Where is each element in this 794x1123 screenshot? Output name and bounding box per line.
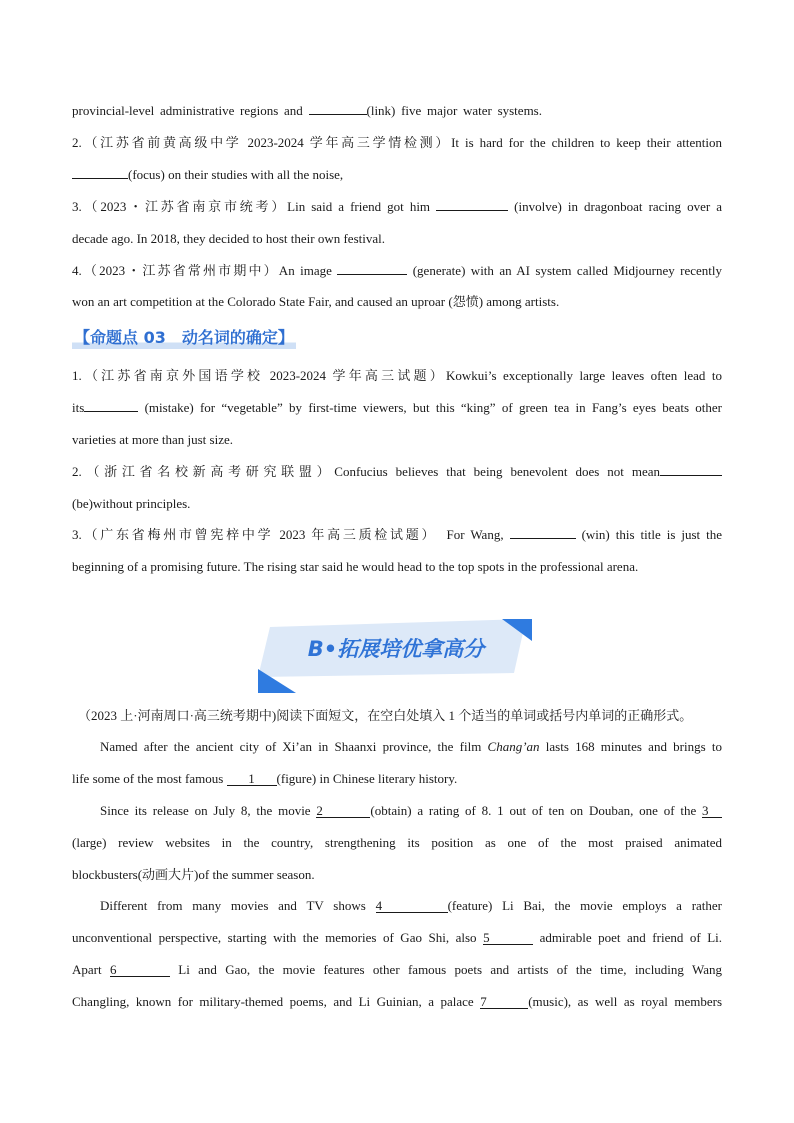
question-line <box>72 527 722 543</box>
text-span: unconventional perspective, starting with the memories of Gao Shi, also <box>72 930 477 945</box>
passage-line: blockbusters(动画大片)of the summer season. <box>72 867 315 882</box>
answer-blank <box>510 538 576 539</box>
text-span: Named after the ancient city of Xi’an in Shaanxi province, the film <box>100 739 482 754</box>
question-line <box>72 199 722 215</box>
text-span: life some of the most famous <box>72 771 224 786</box>
text-span: (involve) in dragonboat racing over a <box>514 199 723 214</box>
question-line: (be)without principles. <box>72 496 191 511</box>
text-span: (feature) Li Bai, the movie employs a rather <box>447 898 723 913</box>
answer-blank <box>337 274 407 275</box>
answer-blank <box>436 210 508 211</box>
answer-blank <box>660 475 722 476</box>
answer-blank <box>309 114 367 115</box>
answer-blank-3: 3 <box>702 804 722 818</box>
text-span: 3.（2023・江苏省南京市统考）Lin said a friend got him <box>72 199 431 214</box>
text-span: Changling, known for military-themed poems, and Li Guinian, a palace <box>72 994 474 1009</box>
question-line <box>72 464 722 480</box>
question-line: 2.（江苏省前黄高级中学 2023-2024 学年高三学情检测）It is hard for the children to keep their attention <box>72 135 722 150</box>
text-span: (win) this title is just the <box>581 527 723 542</box>
text-span: Different from many movies and TV shows <box>100 898 366 913</box>
text-span: Apart <box>72 962 102 977</box>
film-title: Chang’an <box>487 739 540 754</box>
answer-blank <box>84 411 138 412</box>
answer-blank-4: 4 <box>376 899 448 913</box>
answer-blank-2: 2 <box>316 804 370 818</box>
passage-line <box>100 898 722 914</box>
question-line: won an art competition at the Colorado State Fair, and caused an uproar (怨愤) among artists. <box>72 294 560 309</box>
answer-blank-5: 5 <box>483 931 533 945</box>
question-line: beginning of a promising future. The rising star said he would head to the top spots in the professional arena. <box>72 559 639 574</box>
text-span: 4.（2023・江苏省常州市期中）An image <box>72 263 332 278</box>
text-span: (figure) in Chinese literary history. <box>276 771 458 786</box>
banner-title: B•拓展培优拿高分 <box>307 637 485 661</box>
text-span: (generate) with an AI system called Midjourney recently <box>412 263 723 278</box>
passage-line <box>72 930 722 946</box>
text-span: (mistake) for “vegetable” by first-time viewers, but this “king” of green tea in Fang’s eyes beats other <box>144 400 723 415</box>
passage-line <box>100 739 722 755</box>
text-span: admirable poet and friend of Li. <box>539 930 723 945</box>
text-span: (obtain) a rating of 8. 1 out of ten on Douban, one of the <box>370 803 697 818</box>
question-line: decade ago. In 2018, they decided to host their own festival. <box>72 231 385 246</box>
text-span: 3.（广东省梅州市曾宪梓中学 2023 年高三质检试题） For Wang, <box>72 527 504 542</box>
answer-blank-1: 1 <box>227 772 277 786</box>
text-line <box>72 103 722 119</box>
section-heading: 【命题点 03 动名词的确定】 <box>74 328 294 347</box>
text-span: (music), as well as royal members <box>528 994 722 1009</box>
text-span: its <box>72 400 85 415</box>
text-span: Since its release on July 8, the movie <box>100 803 311 818</box>
answer-blank-6: 6 <box>110 963 170 977</box>
text-span: 2.（浙江省名校新高考研究联盟）Confucius believes that being benevolent does not mean <box>72 464 660 479</box>
question-line: 1.（江苏省南京外国语学校 2023-2024 学年高三试题）Kowkui’s exceptionally large leaves often lead to <box>72 368 722 383</box>
question-line <box>72 400 722 416</box>
passage-line <box>72 771 722 787</box>
question-line <box>72 167 722 183</box>
passage-line <box>72 994 722 1010</box>
question-line <box>72 263 722 279</box>
passage-line: (large) review websites in the country, strengthening its position as one of the most praised animated <box>72 835 722 850</box>
passage-line <box>72 962 722 978</box>
text-span: (link) five major water systems. <box>366 103 542 118</box>
text-span: lasts 168 minutes and brings to <box>545 739 722 754</box>
question-line: varieties at more than just size. <box>72 432 234 447</box>
text-span: Li and Gao, the movie features other famous poets and artists of the time, including Wang <box>178 962 723 977</box>
answer-blank-7: 7 <box>480 995 528 1009</box>
text-span: (focus) on their studies with all the noise, <box>128 167 344 182</box>
passage-intro: （2023 上·河南周口·高三统考期中)阅读下面短文，在空白处填入 1 个适当的单词或括号内单词的正确形式。 <box>78 708 693 723</box>
answer-blank <box>72 178 128 179</box>
passage-line <box>100 803 722 819</box>
text-span: provincial-level administrative regions and <box>72 103 303 118</box>
